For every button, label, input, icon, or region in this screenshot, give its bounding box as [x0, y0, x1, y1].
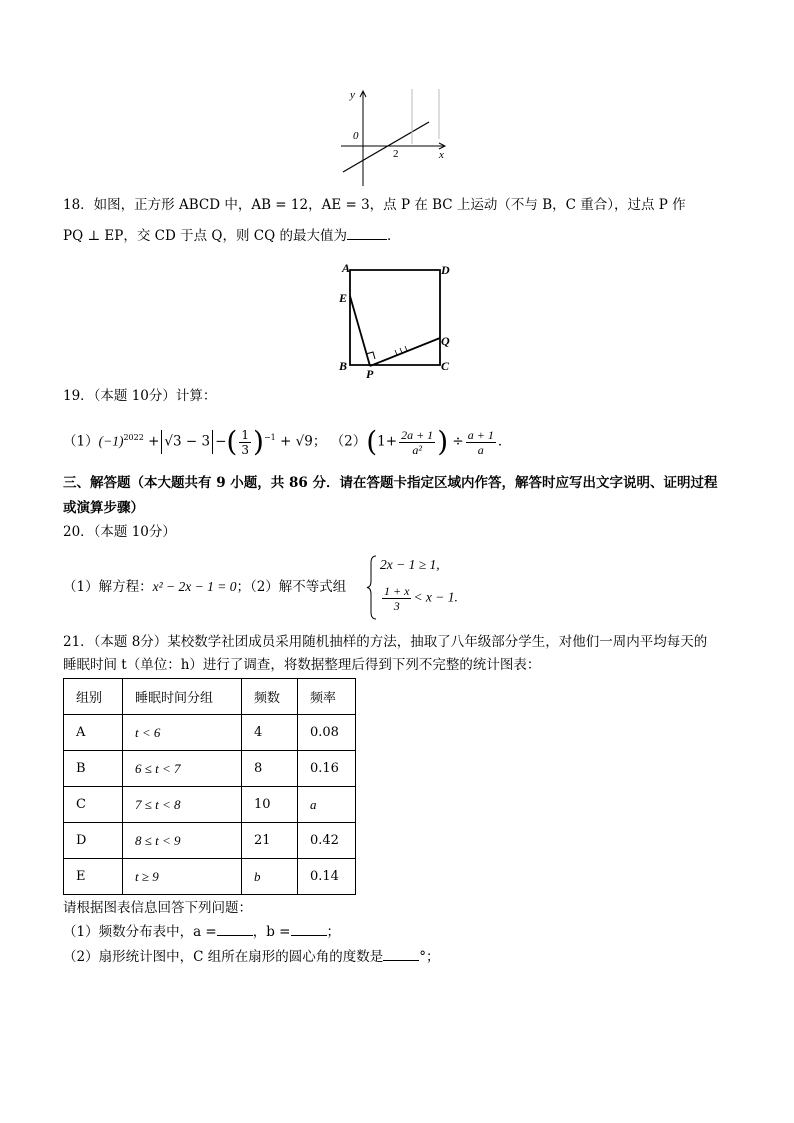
- q19-expressions: $(1)(-1)^{2022} + √3 - 3$ −( $\frac{1}{3}$ )$^{-1}$ + √9； （2）(1+ $\frac{2a + 1}{\text{a²}}$ ) ÷ $\frac{a + 1}{a}$ ．: [63, 425, 512, 458]
- frequency-table: [63, 678, 356, 895]
- answer-blank-angle[interactable]: [383, 948, 419, 961]
- q19-header: 19．（本题 10分）计算：: [63, 388, 217, 404]
- q21-prompt: 请根据图表信息回答下列问题：: [63, 900, 252, 916]
- q20-ineq1: 2x − 1 ≥ 1,: [380, 557, 440, 572]
- line-graph-figure: [333, 84, 453, 188]
- table-row: [64, 787, 356, 823]
- table-cell: 10: [242, 787, 298, 823]
- q21-sub2: （2）扇形统计图中，C 组所在扇形的圆心角的度数是 °；: [63, 949, 440, 965]
- table-cell: 7 ≤ t < 8: [123, 787, 242, 823]
- section3-title-line2: 或演算步骤）: [63, 500, 144, 516]
- table-cell: D: [64, 823, 123, 859]
- label-p: P: [366, 367, 374, 378]
- table-row: [64, 823, 356, 859]
- label-q: Q: [441, 334, 450, 348]
- table-row: [64, 715, 356, 751]
- q18-line2-text: PQ ⊥ EP，交 CD 于点 Q，则 CQ 的最大值为: [63, 228, 347, 244]
- table-cell: 8 ≤ t < 9: [123, 823, 242, 859]
- q21-line1: 21．（本题 8分）某校数学社团成员采用随机抽样的方法，抽取了八年级部分学生，对他们一周内平均每天的: [63, 634, 708, 650]
- table-cell: a: [298, 787, 356, 823]
- label-c: C: [441, 359, 450, 373]
- q20-header: 20．（本题 10分）: [63, 524, 176, 540]
- table-cell: B: [64, 751, 123, 787]
- table-cell: t < 6: [123, 715, 242, 751]
- label-b: B: [339, 359, 348, 373]
- label-e: E: [339, 291, 348, 305]
- header-cell: 频率: [298, 679, 356, 715]
- header-cell: 频数: [242, 679, 298, 715]
- table-cell: 0.42: [298, 823, 356, 859]
- label-d: D: [441, 263, 450, 277]
- intercept-label: 2: [393, 148, 399, 160]
- table-cell: E: [64, 859, 123, 895]
- q21-line2: 睡眠时间 t（单位：h）进行了调查，将数据整理后得到下列不完整的统计图表：: [63, 657, 541, 673]
- table-cell: 4: [242, 715, 298, 751]
- table-cell: 0.08: [298, 715, 356, 751]
- section3-title-line1: 三、解答题（本大题共有 9 小题，共 86 分．请在答题卡指定区域内作答，解答时应写出文字说明、证明过程: [63, 475, 718, 491]
- table-row: [64, 751, 356, 787]
- table-cell: t ≥ 9: [123, 859, 242, 895]
- table-cell: 21: [242, 823, 298, 859]
- table-row: [64, 859, 356, 895]
- system-brace: [366, 555, 378, 620]
- header-cell: 组别: [64, 679, 123, 715]
- square-figure: [333, 258, 458, 378]
- table-cell: 8: [242, 751, 298, 787]
- answer-blank-a[interactable]: [217, 923, 253, 936]
- q18-answer-blank[interactable]: [347, 227, 387, 240]
- table-cell: A: [64, 715, 123, 751]
- table-cell: 0.16: [298, 751, 356, 787]
- header-cell: 睡眠时间分组: [123, 679, 242, 715]
- table-cell: b: [242, 859, 298, 895]
- y-label: y: [350, 89, 355, 101]
- q21-sub1: （1）频数分布表中，a = ，b = ；: [63, 924, 340, 940]
- segment-pq: [370, 338, 440, 366]
- table-header-row: [64, 679, 356, 715]
- table-cell: C: [64, 787, 123, 823]
- segment-ep: [350, 296, 370, 366]
- label-a: A: [342, 261, 351, 275]
- q18-line2: PQ ⊥ EP，交 CD 于点 Q，则 CQ 的最大值为 ．: [63, 228, 401, 244]
- q20-part1: （1）解方程：x² − 2x − 1 = 0；（2）解不等式组: [63, 579, 347, 595]
- x-label: x: [439, 149, 444, 161]
- table-cell: 0.14: [298, 859, 356, 895]
- origin-label: 0: [353, 130, 359, 142]
- answer-blank-b[interactable]: [291, 923, 327, 936]
- q18-line1: 18．如图，正方形 ABCD 中，AB = 12，AE = 3，点 P 在 BC 上运动（不与 B，C 重合），过点 P 作: [63, 197, 686, 213]
- table-cell: 6 ≤ t < 7: [123, 751, 242, 787]
- q20-ineq2: $\frac{1 + x}{3}$ < x − 1.: [384, 584, 458, 613]
